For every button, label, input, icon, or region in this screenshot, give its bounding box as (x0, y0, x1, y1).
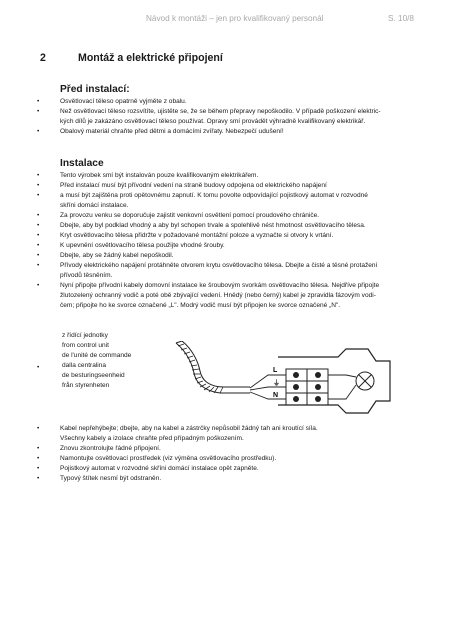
list-item: • Nyní připojte přívodní kabely domovní instalace ke šroubovým svorkám osvětlovacího tělesa. Nejdříve připojte (37, 282, 380, 289)
list-item: • Typový štítek nesmí být odstraněn. (37, 475, 162, 482)
header-title: Návod k montáži – jen pro kvalifikovaný personál (146, 14, 324, 23)
section-number: 2 (40, 52, 46, 64)
list-item: • Za provozu venku se doporučuje zajistit venkovní osvětlení pomocí proudového chrániče. (37, 212, 320, 219)
install-list (0, 171, 455, 311)
bullet: • (37, 172, 40, 179)
bullet: • (37, 364, 40, 371)
bullet: • (37, 475, 40, 482)
lamp-symbol-icon (356, 372, 374, 390)
bullet: • (37, 262, 40, 269)
list-item: • Pojistkový automat v rozvodné skříni domácí instalace opět zapněte. (37, 465, 259, 472)
wiring-diagram (168, 341, 408, 421)
list-item: • Osvětlovací těleso opatrně vyjměte z obalu. (37, 98, 187, 105)
bullet: • (37, 232, 40, 239)
list-item: • Dbejte, aby byl podklad vhodný a aby byl schopen trvale a spolehlivě nést hmotnost osvětlovacího tělesa. (37, 222, 366, 229)
list-item-continuation: přívodů těsněním. (60, 272, 113, 279)
list-item-continuation: kých dílů je zakázáno osvětlovací těleso používat. Opravy smí provádět výhradně kvalifikovaný elektrikář. (60, 118, 366, 125)
list-item: • a musí být zajištěna proti opětovnému zapnutí. K tomu povolte odpovídající pojistkový automat v rozvodné (37, 192, 368, 199)
terminal-label-n: N (273, 392, 279, 399)
bullet: • (37, 282, 40, 289)
bullet: • (37, 425, 40, 432)
bullet: • (37, 192, 40, 199)
terminal-label-earth: ⏚ (273, 380, 280, 387)
list-item-continuation: žlutozelený ochranný vodič a poté obě zbývající vedení. Hnědý (nebo černý) kabel je zpravidla fázovým vodi- (60, 292, 376, 299)
cable-conduit (176, 341, 250, 393)
list-item: • Znovu zkontrolujte řádné připojení. (37, 445, 161, 452)
list-item-continuation: Všechny kabely a izolace chraňte před případným poškozením. (60, 435, 244, 442)
wires (250, 375, 286, 399)
list-item: • K upevnění osvětlovacího tělesa použijte vhodné šrouby. (37, 242, 225, 249)
list-item: • Kabel nepřehýbejte; dbejte, aby na kabel a zástrčky nepůsobil žádný tah ani kroutící síla. (37, 425, 318, 432)
bullet: • (37, 445, 40, 452)
install-heading: Instalace (60, 158, 104, 169)
list-item: • Kryt osvětlovacího tělesa přidržte v požadované montážní poloze a vyznačte si otvory k vrtání. (37, 232, 334, 239)
after-install-list (0, 424, 455, 484)
bullet: • (37, 212, 40, 219)
list-item: • Než osvětlovací těleso rozsvítíte, ujistěte se, že se během přepravy nepoškodilo. V případě poškození elektric- (37, 108, 381, 115)
bullet: • (37, 242, 40, 249)
terminal-block (286, 369, 328, 405)
list-item: • Přívody elektrického napájení protáhněte otvorem krytu osvětlovacího tělesa. Dbejte a čisté a těsné protažení (37, 262, 378, 269)
bullet: • (37, 465, 40, 472)
terminal-label-l: L (273, 367, 278, 374)
wiring-diagram-area (0, 331, 455, 421)
list-item: • Tento výrobek smí být instalován pouze kvalifikovaným elektrikářem. (37, 172, 259, 179)
bullet: • (37, 252, 40, 259)
bullet: • (37, 222, 40, 229)
list-item: • Obalový materiál chraňte před dětmi a domácími zvířaty. Nebezpečí udušení! (37, 128, 284, 135)
diagram-source-label: z řídící jednotky from control unit de l'unité de commande dalla centralina de besturingseenheid från styrenheten (62, 332, 132, 389)
bullet: • (37, 455, 40, 462)
bullet: • (37, 98, 40, 105)
bullet: • (37, 108, 40, 115)
list-item-continuation: čem; připojte ho ke svorce označené „L". Modrý vodič musí být připojen ke svorce označené „N". (60, 302, 341, 309)
list-item-continuation: skříni domácí instalace. (60, 202, 129, 209)
list-item: • Před instalací musí být přívodní vedení na straně budovy odpojena od elektrického napájení (37, 182, 327, 189)
section-title: Montáž a elektrické připojení (78, 52, 223, 64)
before-install-list (0, 97, 455, 137)
bullet: • (37, 182, 40, 189)
page-number: S. 10/8 (388, 14, 414, 23)
bullet: • (37, 128, 40, 135)
internal-wires (328, 375, 356, 399)
list-item: • Namontujte osvětlovací prostředek (viz výměna osvětlovacího prostředku). (37, 455, 277, 462)
list-item: • Dbejte, aby se žádný kabel nepoškodil. (37, 252, 174, 259)
before-install-heading: Před instalací: (60, 84, 130, 95)
